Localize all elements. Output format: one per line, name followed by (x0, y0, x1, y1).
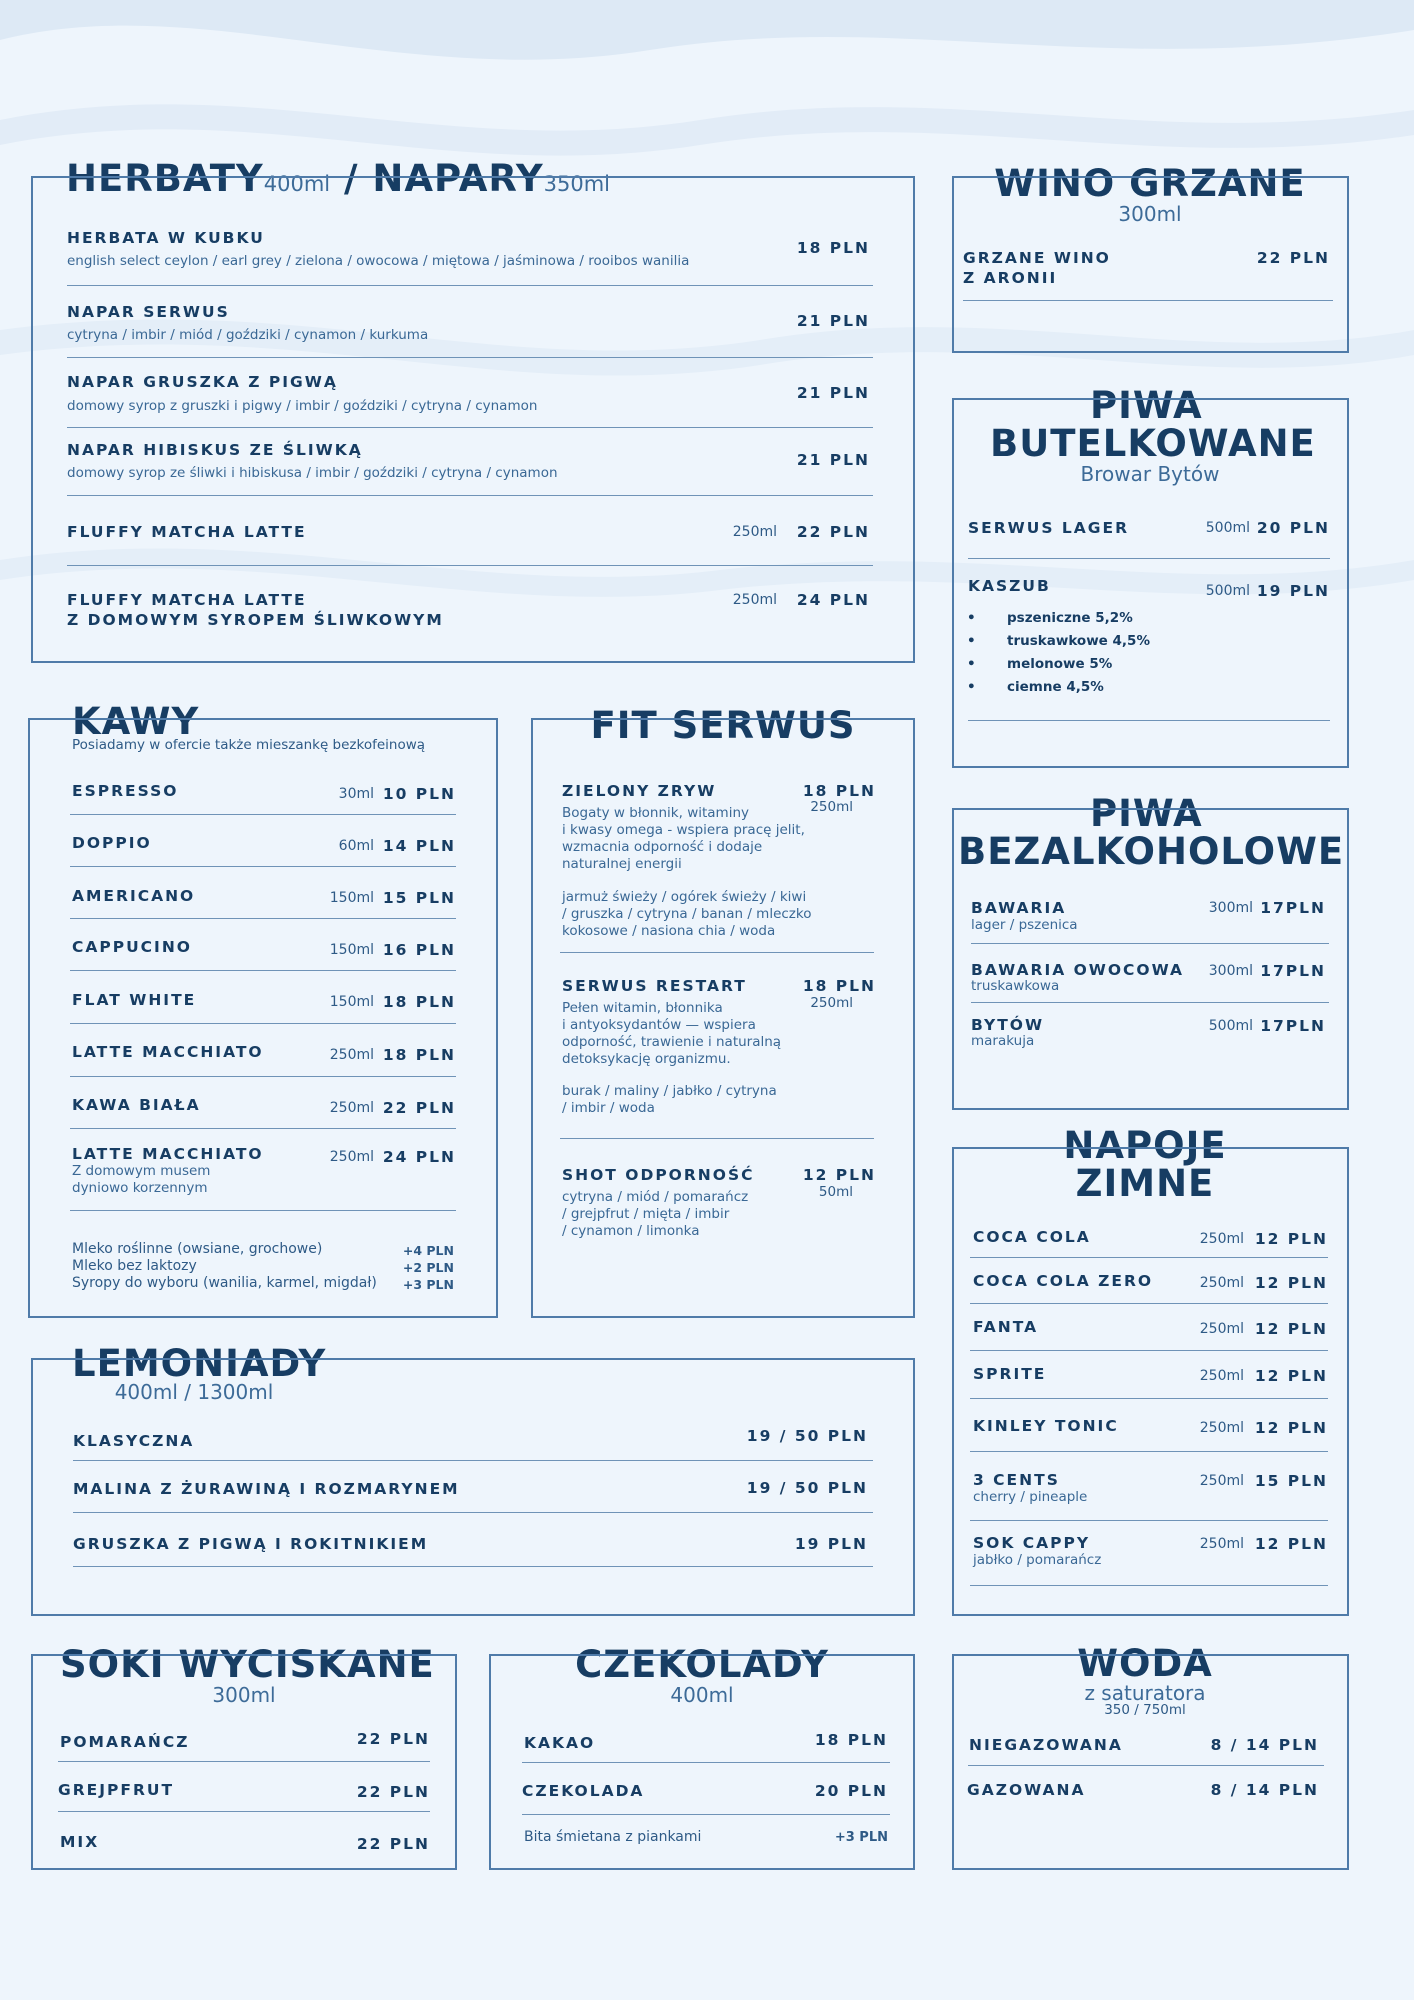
menu-item-volume: 250ml (1199, 1473, 1244, 1489)
ingredient-line: / gruszka / cytryna / banan / mleczko (562, 906, 812, 922)
piwa-butelkowane-section (952, 398, 1349, 768)
menu-item-price: 12 PLN (1254, 1320, 1328, 1338)
menu-item-price: 18 PLN (802, 977, 876, 995)
menu-item-name: ESPRESSO (72, 782, 179, 800)
menu-item-price: 12 PLN (1254, 1274, 1328, 1292)
woda-volume: 350 / 750ml (1104, 1702, 1186, 1718)
desc-line: Bogaty w błonnik, witaminy (562, 805, 750, 821)
napoje-title-line2: ZIMNE (1075, 1162, 1215, 1205)
czekolady-volume: 400ml (670, 1683, 734, 1707)
woda-subtitle: z saturatora (1084, 1681, 1206, 1705)
menu-item-price: 8 / 14 PLN (1210, 1781, 1319, 1799)
menu-item-desc: marakuja (971, 1033, 1035, 1049)
czekolady-section (489, 1654, 915, 1870)
menu-item-price: 14 PLN (382, 837, 456, 855)
piwa-butelkowane-title-line2: BUTELKOWANE (990, 422, 1316, 465)
menu-item-price: 19 PLN (794, 1535, 868, 1553)
menu-item-desc: truskawkowa (971, 978, 1060, 994)
menu-item-name: NAPAR SERWUS (67, 303, 230, 321)
menu-item-price: 12 PLN (1254, 1419, 1328, 1437)
kawy-section (28, 718, 498, 1318)
piwa-butelkowane-title-line1: PIWA (1090, 384, 1203, 427)
soki-title: SOKI WYCISKANE (60, 1643, 435, 1686)
soki-volume: 300ml (212, 1683, 276, 1707)
menu-item-name: POMARAŃCZ (60, 1733, 190, 1751)
menu-item-volume: 30ml (338, 786, 374, 802)
menu-item-volume: 250ml (1199, 1368, 1244, 1384)
menu-item-volume: 250ml (810, 799, 853, 815)
menu-item-price: 17PLN (1260, 1017, 1326, 1035)
menu-item-volume: 250ml (1199, 1420, 1244, 1436)
menu-item-price: 22 PLN (356, 1730, 430, 1748)
menu-item-price: 18 PLN (814, 1731, 888, 1749)
kawy-title: KAWY (64, 702, 207, 742)
variant-item: • ciemne 4,5% (967, 676, 1150, 699)
herbaty-vol-a: 400ml (263, 172, 331, 196)
ingredient-line: / imbir / woda (562, 1100, 655, 1116)
variant-item: • pszeniczne 5,2% (967, 607, 1150, 630)
menu-item-price: 12 PLN (1254, 1230, 1328, 1248)
menu-item-desc-line2: dyniowo korzennym (72, 1180, 208, 1196)
extra-label: Syropy do wyboru (wanilia, karmel, migdał) (72, 1275, 377, 1291)
extra-price: +3 PLN (834, 1830, 888, 1845)
menu-item-name: SPRITE (973, 1365, 1047, 1383)
ingredient-line: burak / maliny / jabłko / cytryna (562, 1083, 777, 1099)
menu-item-price: 22 PLN (356, 1783, 430, 1801)
wino-volume: 300ml (1118, 202, 1182, 226)
menu-item-name: COCA COLA ZERO (973, 1272, 1154, 1290)
menu-item-name: FANTA (973, 1318, 1039, 1336)
menu-item-name: KAKAO (524, 1734, 596, 1752)
menu-item-name: BAWARIA (971, 899, 1067, 917)
menu-item-name: KLASYCZNA (73, 1432, 195, 1450)
herbaty-vol-b: 350ml (543, 172, 610, 196)
extra-label: Mleko bez laktozy (72, 1258, 197, 1274)
wino-title: WINO GRZANE (990, 164, 1310, 204)
menu-item-price: 17PLN (1260, 962, 1326, 980)
menu-item-name: GRUSZKA Z PIGWĄ I ROKITNIKIEM (73, 1535, 429, 1553)
menu-item-volume: 150ml (329, 994, 374, 1010)
menu-item-price: 18 PLN (382, 993, 456, 1011)
fit-section (531, 718, 915, 1318)
czekolady-title: CZEKOLADY (560, 1645, 844, 1685)
extra-price: +4 PLN (402, 1243, 454, 1258)
menu-item-price: 20 PLN (814, 1782, 888, 1800)
menu-item-name: GREJPFRUT (58, 1781, 175, 1799)
menu-item-volume: 150ml (329, 890, 374, 906)
wino-section (952, 176, 1349, 353)
napoje-title-line1: NAPOJE (1050, 1126, 1240, 1166)
menu-item-name: KINLEY TONIC (973, 1417, 1119, 1435)
napoje-section (952, 1147, 1349, 1616)
menu-item-price: 22 PLN (356, 1835, 430, 1853)
herbaty-title-b: NAPARY (372, 157, 544, 200)
menu-item-price: 15 PLN (382, 889, 456, 907)
desc-line: detoksykację organizmu. (562, 1051, 731, 1067)
menu-item-name: HERBATA W KUBKU (67, 229, 265, 247)
menu-item-name: NAPAR HIBISKUS ZE ŚLIWKĄ (67, 441, 363, 459)
menu-item-name: KAWA BIAŁA (72, 1096, 201, 1114)
menu-item-volume: 250ml (329, 1100, 374, 1116)
menu-item-price: 12 PLN (1254, 1535, 1328, 1553)
menu-item-price: 21 PLN (796, 312, 870, 330)
extra-label: Bita śmietana z piankami (524, 1829, 702, 1845)
menu-item-volume: 500ml (1208, 1018, 1253, 1034)
menu-item-price: 18 PLN (382, 1046, 456, 1064)
menu-item-name: FLAT WHITE (72, 991, 197, 1009)
menu-item-name: BYTÓW (971, 1016, 1045, 1034)
menu-item-volume: 250ml (329, 1047, 374, 1063)
menu-item-name: SERWUS RESTART (562, 977, 747, 995)
menu-item-volume: 250ml (732, 592, 777, 608)
herbaty-title-a: HERBATY (66, 157, 264, 200)
desc-line: Pełen witamin, błonnika (562, 1000, 723, 1016)
variant-item: • melonowe 5% (967, 653, 1150, 676)
ingredient-line: jarmuż świeży / ogórek świeży / kiwi (562, 889, 807, 905)
menu-item-price: 20 PLN (1256, 519, 1330, 537)
menu-item-volume: 250ml (1199, 1275, 1244, 1291)
menu-item-volume: 300ml (1208, 963, 1253, 979)
menu-item-volume: 250ml (810, 995, 853, 1011)
menu-item-name: GAZOWANA (967, 1781, 1086, 1799)
menu-item-volume: 250ml (732, 524, 777, 540)
menu-item-name-line2: Z DOMOWYM SYROPEM ŚLIWKOWYM (67, 611, 444, 629)
menu-item-price: 18 PLN (796, 239, 870, 257)
piwa-butelkowane-subtitle: Browar Bytów (1080, 462, 1220, 486)
herbaty-title-slash: / (344, 157, 359, 200)
desc-line: wzmacnia odporność i dodaje (562, 839, 763, 855)
menu-item-desc: domowy syrop z gruszki i pigwy / imbir / goździki / cytryna / cynamon (67, 398, 538, 414)
variant-item: • truskawkowe 4,5% (967, 630, 1150, 653)
menu-item-name: MALINA Z ŻURAWINĄ I ROZMARYNEM (73, 1480, 460, 1498)
piwa-bezalkoholowe-title-line2: BEZALKOHOLOWE (958, 830, 1345, 873)
menu-item-name: MIX (60, 1833, 100, 1851)
menu-item-volume: 250ml (1199, 1321, 1244, 1337)
menu-item-name: KASZUB (968, 577, 1051, 595)
menu-item-volume: 500ml (1205, 583, 1250, 599)
lemoniady-section (31, 1358, 915, 1616)
menu-item-name: FLUFFY MATCHA LATTE (67, 591, 307, 609)
menu-item-name: NIEGAZOWANA (969, 1736, 1123, 1754)
menu-item-name: AMERICANO (72, 887, 196, 905)
menu-item-name: CZEKOLADA (522, 1782, 645, 1800)
menu-item-desc: domowy syrop ze śliwki i hibiskusa / imbir / goździki / cytryna / cynamon (67, 465, 558, 481)
ingredient-line: cytryna / miód / pomarańcz (562, 1189, 749, 1205)
menu-item-price: 15 PLN (1254, 1472, 1328, 1490)
extra-label: Mleko roślinne (owsiane, grochowe) (72, 1241, 323, 1257)
menu-item-price: 12 PLN (1254, 1367, 1328, 1385)
menu-item-name: BAWARIA OWOCOWA (971, 961, 1185, 979)
menu-item-desc: jabłko / pomarańcz (973, 1552, 1102, 1568)
menu-item-price: 22 PLN (796, 523, 870, 541)
menu-item-name: SERWUS LAGER (968, 519, 1130, 537)
menu-item-volume: 250ml (1199, 1536, 1244, 1552)
woda-title: WODA (1070, 1644, 1220, 1684)
menu-item-name: FLUFFY MATCHA LATTE (67, 523, 307, 541)
extra-price: +3 PLN (402, 1277, 454, 1292)
lemoniady-volume: 400ml / 1300ml (114, 1380, 274, 1404)
desc-line: naturalnej energii (562, 856, 682, 872)
menu-item-price: 21 PLN (796, 451, 870, 469)
menu-item-name-line2: Z ARONII (963, 269, 1058, 287)
menu-item-price: 24 PLN (796, 591, 870, 609)
menu-item-price: 22 PLN (1256, 249, 1330, 267)
menu-item-volume: 300ml (1208, 900, 1253, 916)
menu-item-name: ZIELONY ZRYW (562, 782, 717, 800)
menu-item-desc: cherry / pineaple (973, 1489, 1088, 1505)
menu-item-name: COCA COLA (973, 1228, 1091, 1246)
menu-item-price: 22 PLN (382, 1099, 456, 1117)
menu-item-name: 3 CENTS (973, 1471, 1060, 1489)
desc-line: i antyoksydantów — wspiera (562, 1017, 756, 1033)
menu-item-volume: 50ml (818, 1184, 853, 1200)
ingredient-line: / grejpfrut / mięta / imbir (562, 1206, 730, 1222)
menu-item-price: 19 / 50 PLN (746, 1479, 868, 1497)
menu-item-price: 8 / 14 PLN (1210, 1736, 1319, 1754)
menu-item-price: 10 PLN (382, 785, 456, 803)
menu-item-name: SHOT ODPORNOŚĆ (562, 1166, 755, 1184)
ingredient-line: / cynamon / limonka (562, 1223, 700, 1239)
menu-item-name: DOPPIO (72, 834, 152, 852)
menu-item-price: 19 PLN (1256, 582, 1330, 600)
fit-title: FIT SERWUS (578, 706, 868, 746)
menu-item-volume: 60ml (338, 838, 374, 854)
menu-item-price: 21 PLN (796, 384, 870, 402)
extra-price: +2 PLN (402, 1260, 454, 1275)
herbaty-section (31, 176, 915, 663)
kawy-note: Posiadamy w ofercie także mieszankę bezkofeinową (72, 737, 426, 753)
piwa-bezalkoholowe-section (952, 808, 1349, 1110)
menu-item-desc: cytryna / imbir / miód / goździki / cynamon / kurkuma (67, 327, 429, 343)
menu-item-price: 19 / 50 PLN (746, 1427, 868, 1445)
menu-item-name: GRZANE WINO (963, 249, 1111, 267)
desc-line: i kwasy omega - wspiera pracę jelit, (562, 822, 805, 838)
menu-item-price: 18 PLN (802, 782, 876, 800)
soki-section (31, 1654, 457, 1870)
menu-item-desc: Z domowym musem (72, 1163, 211, 1179)
menu-item-volume: 250ml (329, 1149, 374, 1165)
piwa-bezalkoholowe-title-line1: PIWA (1090, 792, 1203, 835)
menu-item-name: NAPAR GRUSZKA Z PIGWĄ (67, 373, 338, 391)
menu-item-price: 24 PLN (382, 1148, 456, 1166)
menu-item-name: LATTE MACCHIATO (72, 1043, 264, 1061)
menu-item-name: LATTE MACCHIATO (72, 1145, 264, 1163)
menu-item-volume: 250ml (1199, 1231, 1244, 1247)
menu-item-price: 16 PLN (382, 941, 456, 959)
menu-item-name: CAPPUCINO (72, 938, 192, 956)
menu-item-desc: lager / pszenica (971, 917, 1078, 933)
menu-item-name: SOK CAPPY (973, 1534, 1091, 1552)
desc-line: odporność, trawienie i naturalną (562, 1034, 782, 1050)
lemoniady-title: LEMONIADY (64, 1344, 334, 1384)
menu-item-desc: english select ceylon / earl grey / zielona / owocowa / miętowa / jaśminowa / rooibos wanilia (67, 253, 690, 269)
menu-item-volume: 500ml (1205, 520, 1250, 536)
menu-item-volume: 150ml (329, 942, 374, 958)
woda-section (952, 1654, 1349, 1870)
menu-item-price: 12 PLN (802, 1166, 876, 1184)
menu-item-price: 17PLN (1260, 899, 1326, 917)
ingredient-line: kokosowe / nasiona chia / woda (562, 923, 776, 939)
